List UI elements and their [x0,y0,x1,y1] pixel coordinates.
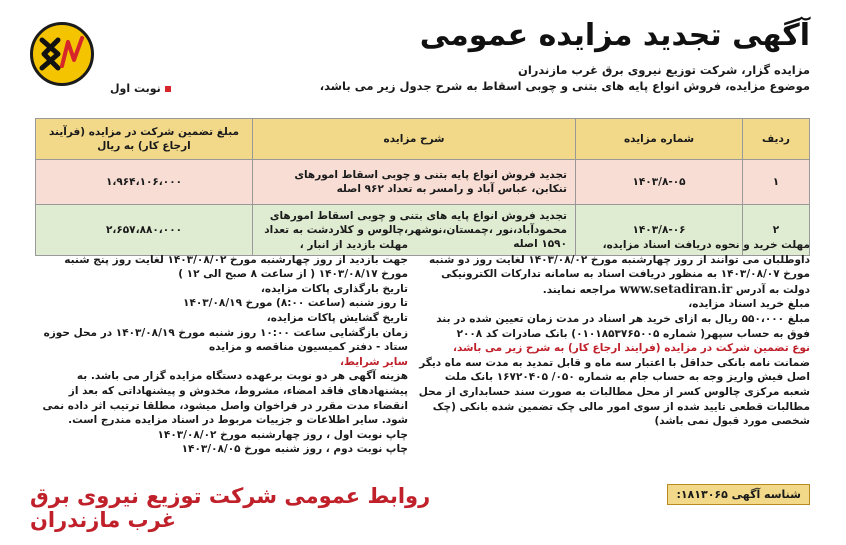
auction-number: ۱۴۰۳/۸-۰۶ [576,205,743,256]
publisher-footer: روابط عمومی شرکت توزیع نیروی برق غرب مازندران [30,484,431,532]
purchase-tail: مراجعه نمایند. [542,283,617,296]
header-auction-number: شماره مزایده [576,119,743,160]
turn-label: نوبت اول [110,82,161,95]
guarantee-title: نوع تضمین شرکت در مزایده (فرایند ارجاع کار) به شرح زیر می باشد، [453,342,810,355]
turn-badge [110,82,171,95]
row-index: ۲ [743,205,810,256]
guarantee-amount: ۱،۹۶۴،۱۰۶،۰۰۰ [36,160,253,205]
row-index: ۱ [743,160,810,205]
deposit-title: تاریخ بارگذاری پاکات مزایده، [260,282,408,295]
auction-description: تجدید فروش انواع پایه بتنی و چوبی اسقاط امورهای تنکابن، عباس آباد و رامسر به تعداد ۹۶۲ اصله [253,160,576,205]
purchase-title: مهلت خرید و نحوه دریافت اسناد مزایده، [602,239,810,251]
deposit-body: تا روز شنبه (ساعت ۸:۰۰) مورخ ۱۴۰۳/۰۸/۱۹ [183,297,408,310]
table-row [36,160,810,205]
subject-text: موضوع مزایده، فروش انواع پایه های بتنی و چوبی اسقاط به شرح جدول زیر می باشد، [319,79,810,93]
header-description: شرح مزایده [253,119,576,160]
auction-description: تجدید فروش انواع پایه های بتنی و چوبی اسقاط امورهای محمودآباد،نور ،چمستان،نوشهر،چالوس و کلاردشت به تعداد ۱۵۹۰ اصله [253,205,576,256]
setadiran-link[interactable]: www.setadiran.ir [619,281,733,296]
terms-title: سایر شرایط، [339,355,408,368]
ad-id-badge: شناسه آگهی ۱۸۱۳۰۶۵: [667,484,810,505]
power-distribution-logo-icon [30,22,94,86]
guarantee-amount: ۲،۶۵۷،۸۸۰،۰۰۰ [36,205,253,256]
left-column [36,238,408,457]
header-row-number: ردیف [743,119,810,160]
print-first: چاپ نوبت اول ، روز چهارشنبه مورخ ۱۴۰۳/۰۸/۰۲ [157,428,408,441]
page-title: آگهی تجدید مزایده عمومی [419,18,810,53]
print-second: چاپ نوبت دوم ، روز شنبه مورخ ۱۴۰۳/۰۸/۰۵ [181,443,408,456]
visit-title: مهلت بازدید از انبار ، [299,239,408,251]
terms-body: هزینه آگهی هر دو نوبت برعهده دستگاه مزایده گزار می باشد. به پیشنهادهای فاقد امضاء، مشروط، مخدوش و پیشنهاداتی که بعد از انقضاء مدت مقرر در فراخوان واصل میشود، مطلقا ترتیب اثر داده نمی شود. سایر اطلاعات و جزییات مربوط در اسناد مزایده مندرج است. [42,370,408,427]
auction-table [35,118,810,256]
opening-title: تاریخ گشایش پاکات مزایده، [266,311,408,324]
auction-number: ۱۴۰۳/۸-۰۵ [576,160,743,205]
visit-body: جهت بازدید از روز چهارشنبه مورخ ۱۴۰۳/۰۸/۰۲ لغایت روز پنج شنبه مورخ ۱۴۰۳/۰۸/۱۷ ( از ساعت ۸ صبح الی ۱۲ ) [64,253,408,281]
fee-title: مبلغ خرید اسناد مزایده، [688,298,810,311]
opening-body: زمان بازگشایی ساعت ۱۰:۰۰ روز شنبه مورخ ۱۴۰۳/۰۸/۱۹ در محل حوزه ستاد - دفتر کمیسیون مناقصه و مزایده [43,326,408,354]
fee-body: مبلغ ۵۵۰،۰۰۰ ریال به ازای خرید هر اسناد در مدت زمان تعیین شده در بند فوق به حساب سپهر( شماره ۰۱۰۱۸۵۳۷۶۵۰۰۵) بانک صادرات کد ۲۰۰۸ [436,312,810,340]
guarantee-body: ضمانت نامه بانکی حداقل با اعتبار سه ماه و قابل تمدید به مدت سه ماه دیگر اصل فیش واریز وجه به حساب جام به شماره ۰۵۰/ ۱۶۷۲۰۴۰۵ بانک ملت شعبه مرکزی چالوس کسر از محل مطالبات به صورت سند حسابداری از محل مطالبات قطعی تایید شده از سوی امور مالی چک تضمین شده بانکی (چک شخصی مورد قبول نمی باشد) [418,356,810,428]
purchase-body: داوطلبان می توانند از روز چهارشنبه مورخ ۱۴۰۳/۰۸/۰۲ لغایت روز دو شنبه مورخ ۱۴۰۳/۰۸/۰۷ به منظور دریافت اسناد به سامانه تدارکات الکترونیکی دولت به آدرس [429,253,810,296]
table-header-row [36,119,810,160]
header-guarantee: مبلغ تضمین شرکت در مزایده (فرآیند ارجاع کار) به ریال [36,119,253,160]
right-column [415,238,810,429]
organizer-text: مزایده گزار، شرکت توزیع نیروی برق غرب مازندران [518,63,810,77]
purchase-text [415,253,810,298]
intro-block [170,62,810,94]
